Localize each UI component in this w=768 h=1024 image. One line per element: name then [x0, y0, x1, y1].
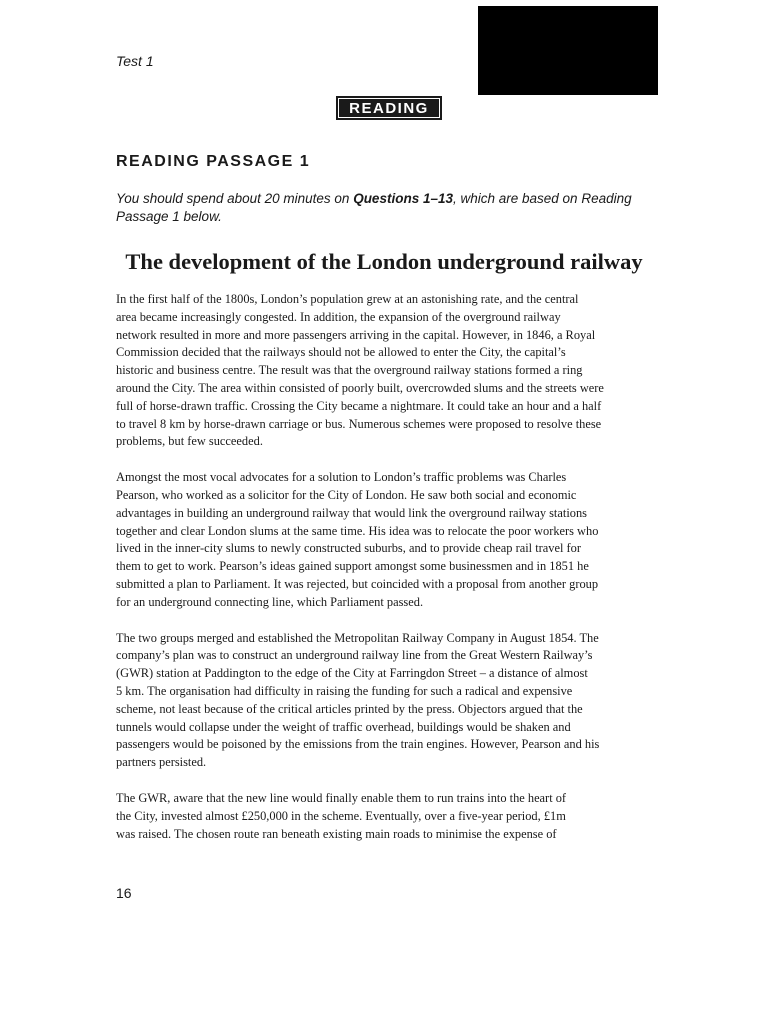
text-line: together and clear London slums at the same time. His idea was to relocate the poor workers who [116, 523, 599, 538]
text-line: passengers would be poisoned by the emissions from the train engines. However, Pearson and his [116, 737, 600, 752]
text-line: Commission decided that the railways should not be allowed to enter the City, the capital’s [116, 345, 566, 360]
text-line: Amongst the most vocal advocates for a solution to London’s traffic problems was Charles [116, 470, 567, 485]
text-line: lived in the inner-city slums to newly constructed suburbs, and to provide cheap rail travel for [116, 541, 581, 556]
passage-body [116, 291, 676, 861]
text-line: to travel 8 km by horse-drawn carriage or bus. Numerous schemes were proposed to resolve these [116, 416, 602, 431]
text-line: scheme, not least because of the critical articles printed by the press. Objectors argued that the [116, 701, 583, 716]
instructions-questions: Questions 1–13 [353, 191, 453, 206]
test-label: Test 1 [116, 53, 154, 69]
text-line: around the City. The area within consisted of poorly built, overcrowded slums and the streets were [116, 380, 604, 395]
text-line: partners persisted. [116, 755, 207, 770]
article-title: The development of the London underground railway [125, 249, 643, 274]
instructions-prefix: You should spend about 20 minutes on [116, 191, 354, 206]
text-line: was raised. The chosen route ran beneath existing main roads to minimise the expense of [116, 826, 557, 841]
instructions-suffix: , which are based on Reading Passage 1 below. [116, 191, 632, 224]
text-line: Pearson, who worked as a solicitor for the City of London. He saw both social and economic [116, 487, 577, 502]
text-line: (GWR) station at Paddington to the edge of the City at Farringdon Street – a distance of almost [116, 666, 588, 681]
text-line: them to get to work. Pearson’s ideas gained support amongst some businessmen and in 1851 he [116, 559, 589, 574]
text-line: tunnels would collapse under the weight of traffic overhead, buildings would be shaken and [116, 719, 571, 734]
text-line: the City, invested almost £250,000 in the scheme. Eventually, over a five-year period, £1m [116, 808, 566, 823]
text-line: The two groups merged and established the Metropolitan Railway Company in August 1854. The [116, 630, 599, 645]
passage-heading: READING PASSAGE 1 [116, 153, 311, 170]
text-line: historic and business centre. The result was that the overground railway stations formed a ring [116, 363, 583, 378]
text-line: area became increasingly congested. In addition, the expansion of the overground railway [116, 309, 561, 324]
text-line: company’s plan was to construct an underground railway line from the Great Western Railway’s [116, 648, 593, 663]
text-line: problems, but few succeeded. [116, 434, 263, 449]
paragraph [116, 790, 676, 843]
instructions [116, 190, 656, 226]
paragraph [116, 469, 676, 611]
text-line: full of horse-drawn traffic. Crossing the City became a nightmare. It could take an hour and a half [116, 398, 602, 413]
redaction-box [478, 6, 658, 95]
text-line: for an underground connecting line, which Parliament passed. [116, 594, 424, 609]
text-line: 5 km. The organisation had difficulty in raising the funding for such a radical and expensive [116, 683, 573, 698]
text-line: The GWR, aware that the new line would finally enable them to run trains into the heart of [116, 790, 567, 805]
text-line: network resulted in more and more passengers arriving in the capital. However, in 1846, a Royal [116, 327, 596, 342]
text-line: submitted a plan to Parliament. It was rejected, but coincided with a proposal from another group [116, 576, 599, 591]
text-line: In the first half of the 1800s, London’s population grew at an astonishing rate, and the central [116, 292, 579, 306]
paragraph [116, 630, 676, 772]
paragraph [116, 291, 676, 451]
section-badge: READING [336, 96, 442, 120]
page-number: 16 [116, 885, 132, 901]
text-line: advantages in building an underground railway that would link the overground railway stations [116, 505, 587, 520]
